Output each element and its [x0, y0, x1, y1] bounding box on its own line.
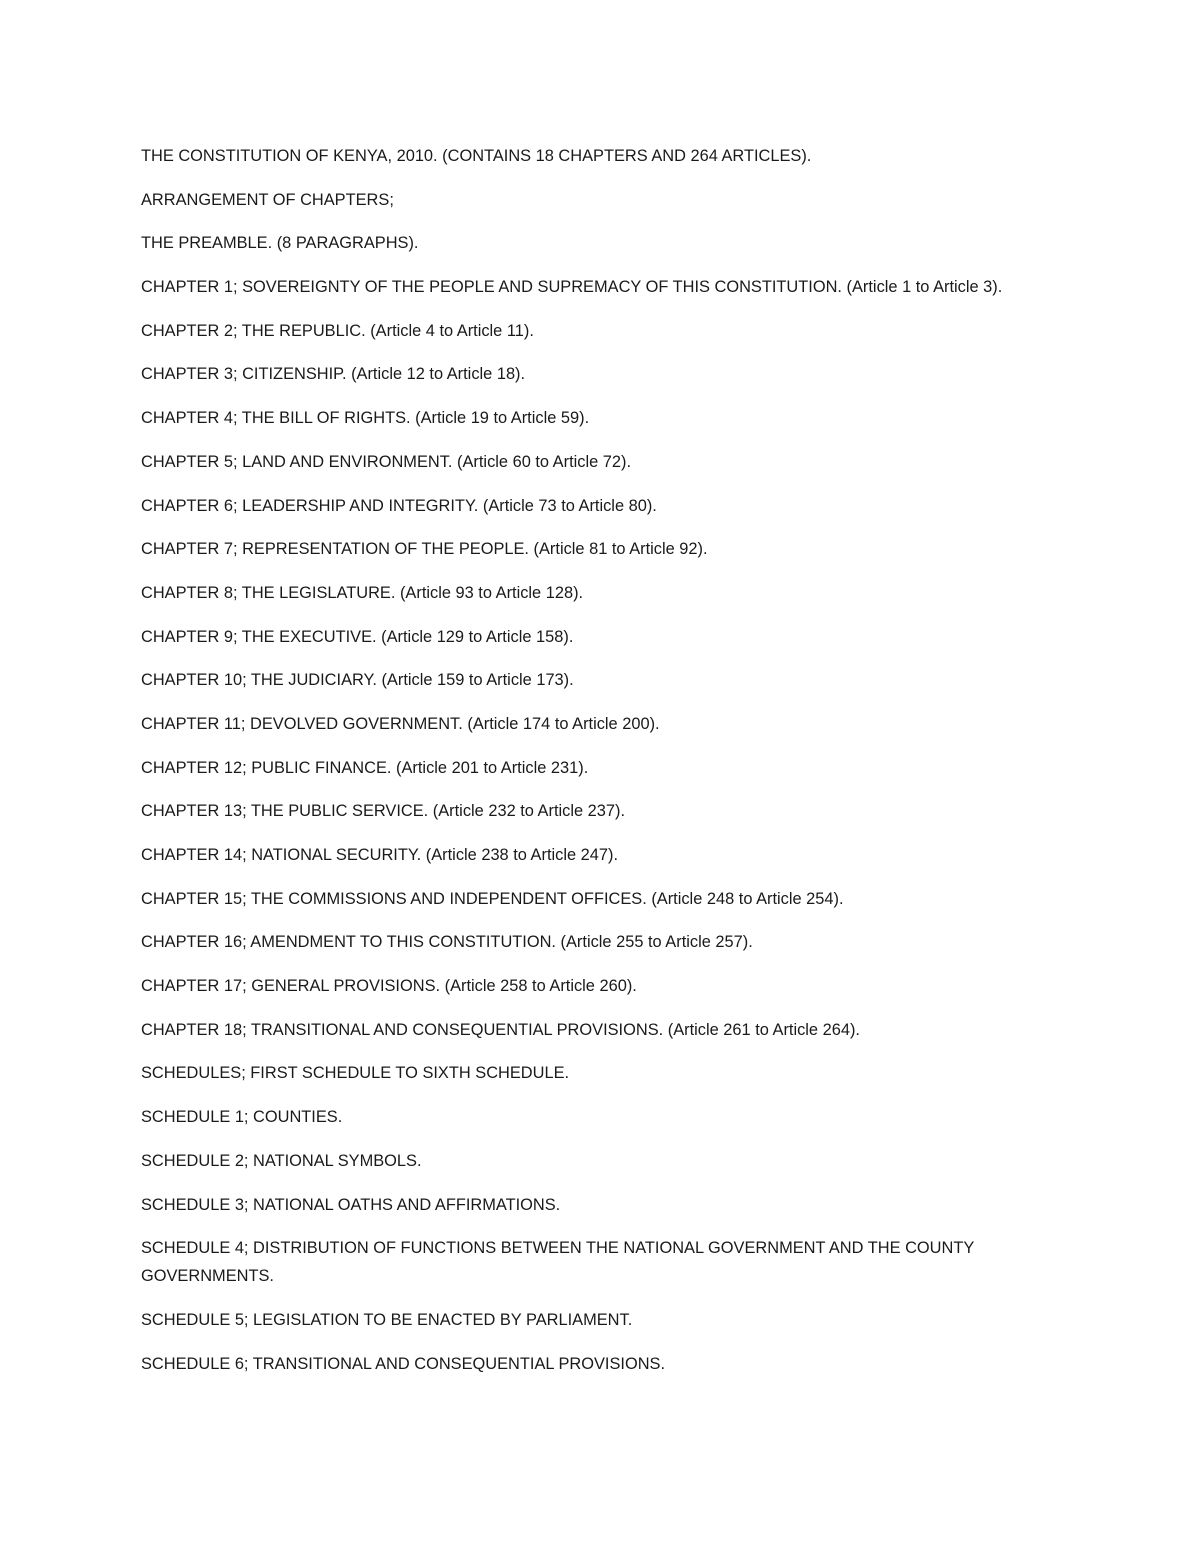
schedule-3-line: SCHEDULE 3; NATIONAL OATHS AND AFFIRMATIONS.	[141, 1195, 561, 1214]
document-title: THE CONSTITUTION OF KENYA, 2010. (CONTAINS 18 CHAPTERS AND 264 ARTICLES).	[141, 147, 812, 165]
chapter-14-line: CHAPTER 14; NATIONAL SECURITY. (Article 238 to Article 247).	[141, 846, 618, 864]
chapter-13-line: CHAPTER 13; THE PUBLIC SERVICE. (Article 232 to Article 237).	[141, 802, 626, 821]
chapter-7-line: CHAPTER 7; REPRESENTATION OF THE PEOPLE. (Article 81 to Article 92).	[141, 540, 708, 559]
schedules-heading: SCHEDULES; FIRST SCHEDULE TO SIXTH SCHEDULE.	[141, 1064, 570, 1083]
document-body	[141, 142, 1066, 1393]
chapter-11-line: CHAPTER 11; DEVOLVED GOVERNMENT. (Article 174 to Article 200).	[141, 714, 660, 733]
chapter-2-line: CHAPTER 2; THE REPUBLIC. (Article 4 to Article 11).	[141, 321, 534, 340]
schedule-1-line: SCHEDULE 1; COUNTIES.	[141, 1108, 343, 1127]
chapter-15-line: CHAPTER 15; THE COMMISSIONS AND INDEPENDENT OFFICES. (Article 248 to Article 254).	[141, 889, 844, 908]
chapter-1-line: CHAPTER 1; SOVEREIGNTY OF THE PEOPLE AND SUPREMACY OF THIS CONSTITUTION. (Article 1 to Article 3).	[141, 278, 1003, 297]
schedule-4-line: SCHEDULE 4; DISTRIBUTION OF FUNCTIONS BETWEEN THE NATIONAL GOVERNMENT AND THE COUNTY GOVERNMENTS.	[141, 1239, 974, 1286]
preamble-line: THE PREAMBLE. (8 PARAGRAPHS).	[141, 234, 419, 253]
chapter-4-line: CHAPTER 4; THE BILL OF RIGHTS. (Article 19 to Article 59).	[141, 409, 590, 428]
schedule-6-line: SCHEDULE 6; TRANSITIONAL AND CONSEQUENTIAL PROVISIONS.	[141, 1354, 666, 1373]
chapter-16-line: CHAPTER 16; AMENDMENT TO THIS CONSTITUTION. (Article 255 to Article 257).	[141, 933, 753, 952]
chapter-18-line: CHAPTER 18; TRANSITIONAL AND CONSEQUENTIAL PROVISIONS. (Article 261 to Article 264).	[141, 1020, 860, 1039]
arrangement-heading: ARRANGEMENT OF CHAPTERS;	[141, 190, 394, 209]
chapter-3-line: CHAPTER 3; CITIZENSHIP. (Article 12 to Article 18).	[141, 365, 526, 384]
chapter-17-line: CHAPTER 17; GENERAL PROVISIONS. (Article 258 to Article 260).	[141, 977, 637, 996]
schedule-2-line: SCHEDULE 2; NATIONAL SYMBOLS.	[141, 1151, 422, 1170]
schedule-5-line: SCHEDULE 5; LEGISLATION TO BE ENACTED BY PARLIAMENT.	[141, 1310, 633, 1329]
chapter-8-line: CHAPTER 8; THE LEGISLATURE. (Article 93 to Article 128).	[141, 583, 584, 602]
chapter-5-line: CHAPTER 5; LAND AND ENVIRONMENT. (Article 60 to Article 72).	[141, 452, 632, 471]
chapter-9-line: CHAPTER 9; THE EXECUTIVE. (Article 129 to Article 158).	[141, 627, 574, 646]
chapter-12-line: CHAPTER 12; PUBLIC FINANCE. (Article 201 to Article 231).	[141, 758, 589, 777]
chapter-10-line: CHAPTER 10; THE JUDICIARY. (Article 159 to Article 173).	[141, 671, 574, 690]
chapter-6-line: CHAPTER 6; LEADERSHIP AND INTEGRITY. (Article 73 to Article 80).	[141, 496, 657, 515]
